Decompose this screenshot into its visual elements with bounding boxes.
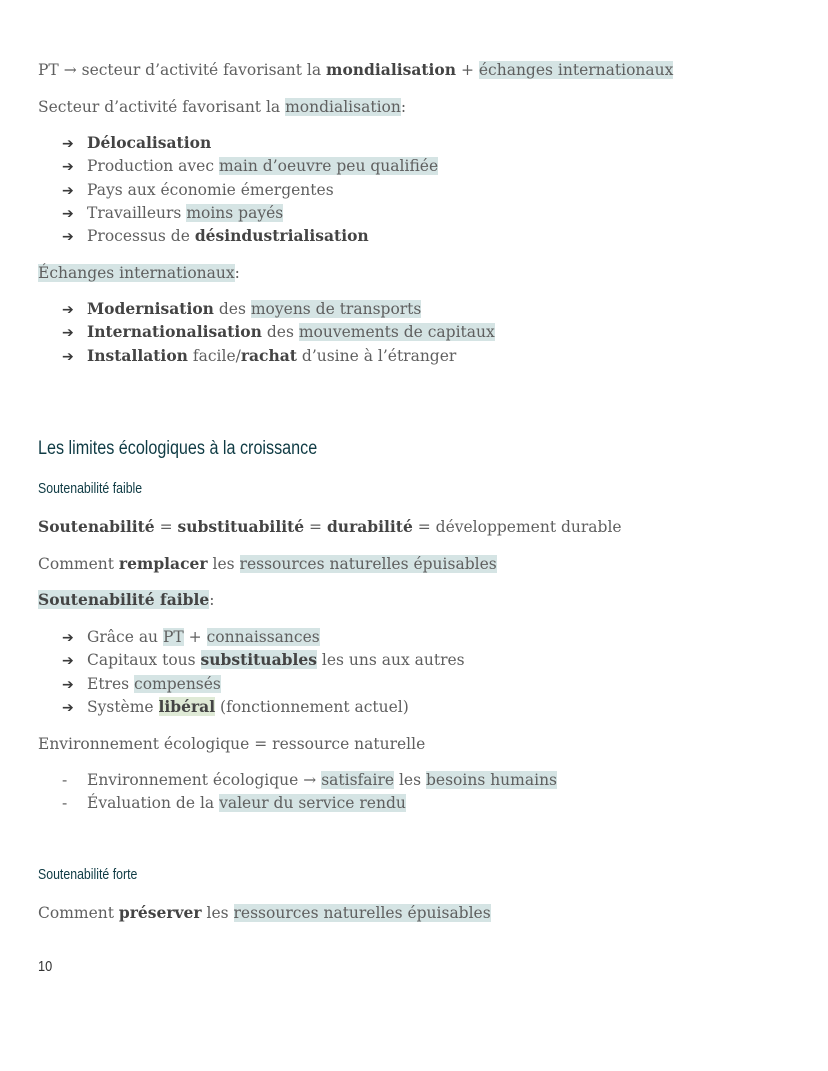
def-bold: durabilité — [326, 517, 413, 536]
def-eq: = — [304, 518, 327, 536]
list-item — [62, 299, 495, 322]
definition-line — [38, 517, 622, 537]
item-text: Etres — [87, 674, 135, 693]
arrow-right-icon: ➔ — [62, 699, 74, 716]
item-text: Grâce au — [87, 628, 163, 646]
item-text: Capitaux tous — [87, 651, 201, 670]
item-text: Pays aux économie émergentes — [87, 180, 334, 199]
item-text: Environnement écologique → — [87, 771, 322, 789]
mondialisation-text: Secteur d’activité favorisant la — [38, 98, 286, 116]
faible-intro — [38, 590, 214, 610]
remplacer-bold: remplacer — [118, 554, 208, 573]
list-item — [62, 156, 438, 179]
intro-bold: mondialisation — [326, 60, 457, 79]
list-item — [62, 226, 438, 249]
faible-list — [62, 627, 465, 720]
item-highlight: PT — [162, 628, 184, 646]
item-text: des — [261, 323, 299, 342]
list-item — [62, 770, 557, 793]
item-highlight: mouvements de capitaux — [298, 323, 495, 342]
heading-soutenabilite-faible: Soutenabilité faible — [38, 481, 143, 497]
list-item — [62, 793, 557, 816]
echanges-intro — [38, 263, 240, 283]
intro-line — [38, 60, 673, 80]
intro-arrow: → — [58, 61, 82, 79]
echanges-colon: : — [234, 264, 240, 282]
item-bold: Modernisation — [87, 299, 214, 318]
item-text: (fonctionnement actuel) — [215, 697, 409, 716]
item-text: les uns aux autres — [316, 651, 465, 670]
intro-pt: PT — [38, 61, 59, 79]
def-bold: substituabilité — [177, 517, 305, 536]
arrow-right-icon: ➔ — [62, 182, 74, 199]
preserver-highlight: ressources naturelles épuisables — [233, 904, 491, 922]
environnement-line: Environnement écologique = ressource naturelle — [38, 735, 426, 753]
remplacer-highlight: ressources naturelles épuisables — [239, 555, 497, 573]
environnement-list — [62, 770, 557, 817]
item-highlight: connaissances — [206, 628, 320, 646]
item-text: des — [213, 300, 251, 318]
remplacer-text: Comment — [38, 555, 119, 573]
arrow-right-icon: ➔ — [62, 630, 74, 646]
arrow-right-icon: ➔ — [62, 205, 74, 222]
list-item — [62, 650, 465, 673]
heading-limites-ecologiques: Les limites écologiques à la croissance — [38, 438, 318, 459]
item-text: Processus de — [87, 227, 195, 246]
preserver-bold: préserver — [118, 903, 202, 922]
intro-text: secteur d’activité favorisant la — [81, 61, 327, 79]
def-bold: Soutenabilité — [38, 517, 155, 536]
arrow-right-icon: ➔ — [62, 136, 74, 152]
arrow-right-icon: ➔ — [62, 653, 74, 670]
list-item — [62, 203, 438, 226]
mondialisation-intro — [38, 97, 406, 117]
item-highlight: main d’oeuvre peu qualifiée — [218, 157, 439, 176]
intro-highlight: échanges internationaux — [478, 61, 674, 79]
remplacer-line — [38, 554, 497, 574]
item-highlight: moyens de transports — [250, 300, 422, 318]
intro-plus: + — [456, 61, 479, 79]
preserver-text: les — [201, 904, 234, 922]
item-highlight: valeur du service rendu — [219, 794, 406, 813]
list-item — [62, 674, 465, 697]
list-item — [62, 697, 465, 720]
item-text: facile/ — [187, 346, 241, 365]
faible-highlight: Soutenabilité faible — [38, 590, 210, 609]
preserver-line — [38, 903, 491, 923]
dash-bullet: - — [62, 794, 68, 813]
mondialisation-list — [62, 133, 438, 249]
faible-colon: : — [209, 591, 215, 609]
item-bold: Internationalisation — [87, 322, 262, 342]
mondialisation-highlight: mondialisation — [285, 98, 401, 116]
item-highlight: satisfaire — [321, 771, 395, 789]
arrow-right-icon: ➔ — [62, 348, 74, 365]
item-bold: désindustrialisation — [194, 226, 369, 246]
remplacer-text: les — [207, 555, 240, 573]
list-item — [62, 180, 438, 203]
item-bold: rachat — [240, 345, 297, 365]
arrow-right-icon: ➔ — [62, 676, 74, 693]
item-highlight: moins payés — [186, 203, 284, 222]
item-highlight: besoins humains — [426, 771, 558, 789]
echanges-highlight: Échanges internationaux — [38, 264, 235, 282]
item-highlight: compensés — [134, 674, 221, 693]
item-highlight: substituables — [200, 650, 317, 670]
def-text: = développement durable — [412, 518, 622, 536]
arrow-right-icon: ➔ — [62, 325, 74, 342]
item-text: Travailleurs — [87, 203, 187, 222]
preserver-text: Comment — [38, 904, 119, 922]
list-item — [62, 627, 465, 650]
item-text: Système — [87, 697, 159, 716]
item-text: Évaluation de la — [87, 794, 220, 813]
item-bold: Installation — [87, 345, 188, 365]
item-highlight-green: libéral — [158, 696, 216, 716]
echanges-list — [62, 299, 495, 369]
arrow-right-icon: ➔ — [62, 159, 74, 176]
mondialisation-colon: : — [400, 98, 407, 116]
page-number: 10 — [38, 958, 53, 975]
list-item — [62, 133, 438, 156]
item-text: d’usine à l’étranger — [296, 346, 457, 365]
arrow-right-icon: ➔ — [62, 302, 74, 318]
item-text: Production avec — [87, 157, 219, 176]
list-item — [62, 346, 495, 369]
heading-soutenabilite-forte: Soutenabilité forte — [38, 867, 138, 883]
def-eq: = — [154, 518, 178, 536]
item-text: + — [183, 628, 207, 646]
arrow-right-icon: ➔ — [62, 229, 74, 246]
dash-bullet: - — [62, 771, 68, 789]
item-bold: Délocalisation — [87, 133, 212, 152]
list-item — [62, 322, 495, 345]
item-text: les — [394, 771, 426, 789]
